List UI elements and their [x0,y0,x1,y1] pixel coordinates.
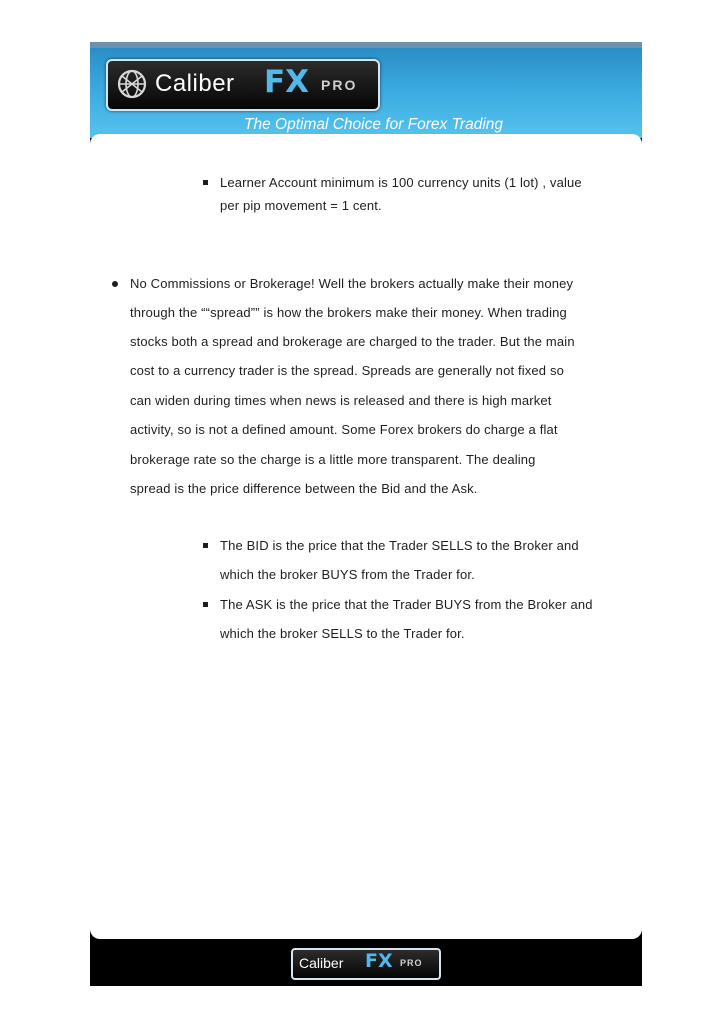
square-bullet [203,602,208,607]
commission-line-5: can widen during times when news is released and there is high market [130,393,552,408]
footer-brand-pro: PRO [400,958,423,968]
commission-line-8: spread is the price difference between the Bid and the Ask. [130,481,478,496]
page-frame [90,134,642,176]
brand-pro: PRO [321,77,358,93]
globe-icon [116,68,148,100]
learner-line-2: per pip movement = 1 cent. [220,198,382,213]
bid-line-2: which the broker BUYS from the Trader for. [220,567,475,582]
ask-line-2: which the broker SELLS to the Trader for. [220,626,465,641]
square-bullet [203,180,208,185]
commission-line-2: through the ““spread”” is how the brokers make their money. When trading [130,305,567,320]
bid-line-1: The BID is the price that the Trader SELLS to the Broker and [220,538,579,553]
tagline: The Optimal Choice for Forex Trading [244,116,504,133]
ask-line-1: The ASK is the price that the Trader BUYS from the Broker and [220,597,593,612]
brand-name: Caliber [155,70,235,97]
page-frame-bottom [90,913,642,939]
header-banner [90,42,642,176]
learner-line-1: Learner Account minimum is 100 currency units (1 lot) , value [220,175,582,190]
commission-line-1: No Commissions or Brokerage! Well the brokers actually make their money [130,276,574,291]
brand-logo [106,59,380,111]
commission-line-6: activity, so is not a defined amount. Some Forex brokers do charge a flat [130,422,558,437]
commission-line-7: brokerage rate so the charge is a little more transparent. The dealing [130,452,536,467]
footer-logo [291,948,441,980]
round-bullet [112,281,118,287]
footer-brand-fx: FX [365,950,393,972]
brand-fx: FX [264,64,310,100]
footer-brand-name: Caliber [299,955,344,971]
commission-line-4: cost to a currency trader is the spread. Spreads are generally not fixed so [130,363,564,378]
footer-banner [90,913,642,986]
square-bullet [203,543,208,548]
commission-line-3: stocks both a spread and brokerage are charged to the trader. But the main [130,334,575,349]
